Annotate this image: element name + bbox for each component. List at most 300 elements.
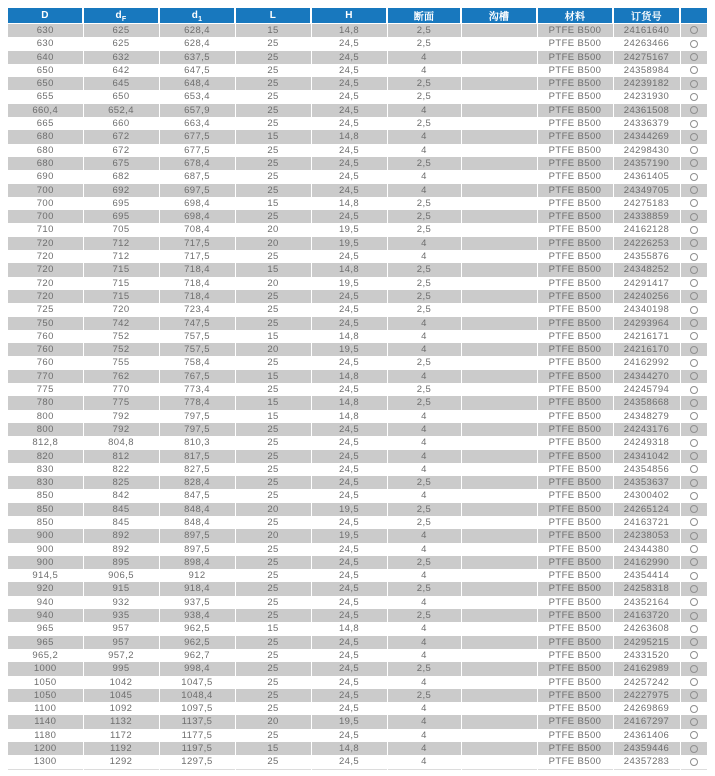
column-header-cross-section: 断面 [387,8,461,24]
cell-cross-section: 2,5 [387,689,461,702]
cell-cross-section: 4 [387,423,461,436]
cell-order-number: 24265124 [613,503,680,516]
availability-circle-icon [690,133,698,141]
table-row [8,569,707,582]
cell-l: 25 [235,729,311,742]
cell-h: 24,5 [311,356,387,369]
cell-cross-section: 2,5 [387,503,461,516]
cell-availability [680,636,707,649]
cell-d1: 848,4 [159,503,235,516]
cell-d1: 628,4 [159,24,235,38]
cell-material: PTFE B500 [537,410,613,423]
cell-material: PTFE B500 [537,356,613,369]
cell-groove [461,702,537,715]
cell-df: 752 [83,343,159,356]
cell-h: 14,8 [311,263,387,276]
cell-d: 920 [8,582,83,595]
cell-availability [680,77,707,90]
cell-l: 20 [235,343,311,356]
cell-d: 965 [8,622,83,635]
cell-cross-section: 4 [387,104,461,117]
cell-material: PTFE B500 [537,516,613,529]
cell-df: 1132 [83,715,159,728]
table-row [8,396,707,409]
cell-l: 25 [235,596,311,609]
cell-order-number: 24357190 [613,157,680,170]
table-row [8,130,707,143]
cell-h: 24,5 [311,51,387,64]
table-row [8,410,707,423]
cell-h: 24,5 [311,210,387,223]
cell-d: 665 [8,117,83,130]
cell-l: 15 [235,742,311,755]
cell-order-number: 24295215 [613,636,680,649]
cell-d: 725 [8,303,83,316]
cell-cross-section: 4 [387,622,461,635]
cell-availability [680,396,707,409]
cell-material: PTFE B500 [537,277,613,290]
cell-order-number: 24298430 [613,144,680,157]
cell-order-number: 24361406 [613,729,680,742]
cell-order-number: 24354856 [613,463,680,476]
cell-h: 24,5 [311,77,387,90]
table-row [8,290,707,303]
cell-order-number: 24300402 [613,489,680,502]
cell-l: 25 [235,356,311,369]
availability-circle-icon [690,106,698,114]
cell-d1: 687,5 [159,170,235,183]
cell-df: 720 [83,303,159,316]
cell-h: 24,5 [311,290,387,303]
cell-order-number: 24349705 [613,184,680,197]
cell-d: 660,4 [8,104,83,117]
cell-d: 900 [8,529,83,542]
cell-l: 15 [235,24,311,38]
cell-material: PTFE B500 [537,596,613,609]
cell-cross-section: 2,5 [387,516,461,529]
cell-d: 650 [8,77,83,90]
cell-material: PTFE B500 [537,503,613,516]
availability-circle-icon [690,346,698,354]
cell-df: 775 [83,396,159,409]
cell-h: 24,5 [311,689,387,702]
availability-circle-icon [690,359,698,367]
cell-d1: 678,4 [159,157,235,170]
cell-cross-section: 4 [387,370,461,383]
cell-d: 720 [8,263,83,276]
cell-h: 14,8 [311,622,387,635]
availability-circle-icon [690,332,698,340]
availability-circle-icon [690,93,698,101]
availability-circle-icon [690,505,698,513]
cell-order-number: 24358984 [613,64,680,77]
cell-l: 25 [235,436,311,449]
cell-df: 672 [83,144,159,157]
cell-cross-section: 4 [387,410,461,423]
cell-cross-section: 4 [387,569,461,582]
cell-groove [461,130,537,143]
cell-l: 20 [235,277,311,290]
cell-groove [461,676,537,689]
cell-d: 720 [8,250,83,263]
cell-df: 1045 [83,689,159,702]
cell-df: 712 [83,250,159,263]
cell-l: 25 [235,117,311,130]
cell-h: 24,5 [311,423,387,436]
table-row [8,356,707,369]
cell-d: 700 [8,197,83,210]
cell-cross-section: 4 [387,237,461,250]
cell-h: 14,8 [311,130,387,143]
table-row [8,197,707,210]
availability-circle-icon [690,439,698,447]
table-row [8,144,707,157]
cell-h: 14,8 [311,24,387,38]
availability-circle-icon [690,266,698,274]
cell-h: 19,5 [311,503,387,516]
availability-circle-icon [690,665,698,673]
cell-availability [680,51,707,64]
cell-h: 19,5 [311,277,387,290]
table-row [8,210,707,223]
cell-df: 675 [83,157,159,170]
cell-df: 692 [83,184,159,197]
cell-d1: 938,4 [159,609,235,622]
cell-l: 15 [235,396,311,409]
table-row [8,436,707,449]
cell-h: 24,5 [311,649,387,662]
cell-order-number: 24357283 [613,755,680,769]
availability-circle-icon [690,745,698,753]
cell-d: 710 [8,223,83,236]
cell-groove [461,356,537,369]
cell-d1: 817,5 [159,450,235,463]
cell-l: 25 [235,104,311,117]
cell-df: 915 [83,582,159,595]
cell-df: 845 [83,516,159,529]
availability-circle-icon [690,705,698,713]
cell-order-number: 24257242 [613,676,680,689]
cell-df: 755 [83,356,159,369]
cell-availability [680,410,707,423]
cell-availability [680,157,707,170]
availability-circle-icon [690,612,698,620]
column-header-h: H [311,8,387,24]
table-row [8,556,707,569]
cell-df: 762 [83,370,159,383]
cell-h: 14,8 [311,410,387,423]
cell-groove [461,104,537,117]
availability-circle-icon [690,465,698,473]
cell-order-number: 24226253 [613,237,680,250]
cell-order-number: 24161640 [613,24,680,38]
cell-cross-section: 4 [387,51,461,64]
cell-df: 695 [83,197,159,210]
cell-cross-section: 4 [387,317,461,330]
cell-df: 892 [83,529,159,542]
cell-h: 24,5 [311,516,387,529]
cell-d: 630 [8,37,83,50]
cell-df: 752 [83,330,159,343]
cell-df: 705 [83,223,159,236]
cell-df: 822 [83,463,159,476]
cell-availability [680,250,707,263]
cell-d: 812,8 [8,436,83,449]
cell-cross-section: 2,5 [387,197,461,210]
cell-h: 24,5 [311,157,387,170]
table-row [8,476,707,489]
cell-l: 15 [235,263,311,276]
cell-h: 24,5 [311,662,387,675]
cell-h: 14,8 [311,370,387,383]
cell-groove [461,569,537,582]
availability-circle-icon [690,120,698,128]
cell-d: 1180 [8,729,83,742]
cell-material: PTFE B500 [537,117,613,130]
cell-h: 24,5 [311,117,387,130]
cell-df: 1192 [83,742,159,755]
cell-d: 965,2 [8,649,83,662]
table-row [8,383,707,396]
availability-circle-icon [690,758,698,766]
cell-order-number: 24167297 [613,715,680,728]
cell-h: 24,5 [311,450,387,463]
cell-d1: 1048,4 [159,689,235,702]
table-row [8,77,707,90]
cell-groove [461,423,537,436]
availability-circle-icon [690,452,698,460]
cell-df: 957,2 [83,649,159,662]
cell-d1: 717,5 [159,250,235,263]
cell-l: 25 [235,689,311,702]
table-row [8,303,707,316]
cell-h: 24,5 [311,676,387,689]
cell-groove [461,330,537,343]
cell-df: 804,8 [83,436,159,449]
cell-availability [680,144,707,157]
cell-order-number: 24344269 [613,130,680,143]
cell-d1: 697,5 [159,184,235,197]
cell-l: 20 [235,715,311,728]
cell-cross-section: 4 [387,343,461,356]
cell-availability [680,197,707,210]
availability-circle-icon [690,159,698,167]
cell-material: PTFE B500 [537,317,613,330]
cell-h: 24,5 [311,383,387,396]
cell-h: 19,5 [311,237,387,250]
cell-order-number: 24227975 [613,689,680,702]
cell-d: 750 [8,317,83,330]
table-row [8,450,707,463]
cell-d1: 708,4 [159,223,235,236]
availability-circle-icon [690,199,698,207]
cell-order-number: 24344380 [613,543,680,556]
cell-groove [461,24,537,38]
cell-cross-section: 4 [387,742,461,755]
cell-l: 25 [235,516,311,529]
table-row [8,223,707,236]
cell-groove [461,529,537,542]
cell-order-number: 24216171 [613,330,680,343]
cell-cross-section: 4 [387,543,461,556]
cell-material: PTFE B500 [537,423,613,436]
cell-d: 690 [8,170,83,183]
cell-d: 900 [8,556,83,569]
cell-l: 25 [235,556,311,569]
cell-df: 995 [83,662,159,675]
cell-material: PTFE B500 [537,489,613,502]
cell-cross-section: 2,5 [387,157,461,170]
cell-order-number: 24348279 [613,410,680,423]
cell-order-number: 24269869 [613,702,680,715]
cell-d: 800 [8,410,83,423]
cell-groove [461,170,537,183]
table-row [8,90,707,103]
cell-l: 25 [235,37,311,50]
cell-d1: 1047,5 [159,676,235,689]
cell-availability [680,503,707,516]
cell-order-number: 24359446 [613,742,680,755]
cell-h: 24,5 [311,104,387,117]
cell-cross-section: 2,5 [387,383,461,396]
cell-cross-section: 2,5 [387,90,461,103]
table-row [8,742,707,755]
cell-cross-section: 2,5 [387,396,461,409]
cell-d: 850 [8,489,83,502]
cell-groove [461,556,537,569]
cell-d: 760 [8,330,83,343]
cell-order-number: 24245794 [613,383,680,396]
availability-circle-icon [690,425,698,433]
cell-d1: 677,5 [159,130,235,143]
cell-availability [680,303,707,316]
cell-h: 24,5 [311,636,387,649]
cell-cross-section: 2,5 [387,556,461,569]
table-row [8,715,707,728]
cell-h: 24,5 [311,476,387,489]
cell-order-number: 24239182 [613,77,680,90]
availability-circle-icon [690,26,698,34]
cell-d: 760 [8,343,83,356]
cell-l: 25 [235,569,311,582]
cell-cross-section: 4 [387,130,461,143]
cell-material: PTFE B500 [537,609,613,622]
cell-l: 25 [235,662,311,675]
cell-d1: 767,5 [159,370,235,383]
cell-order-number: 24163721 [613,516,680,529]
cell-cross-section: 4 [387,436,461,449]
cell-h: 19,5 [311,529,387,542]
cell-availability [680,649,707,662]
availability-circle-icon [690,585,698,593]
dimension-table [8,8,707,770]
cell-df: 792 [83,410,159,423]
cell-h: 24,5 [311,729,387,742]
cell-d1: 698,4 [159,210,235,223]
cell-availability [680,104,707,117]
availability-circle-icon [690,545,698,553]
cell-df: 742 [83,317,159,330]
cell-material: PTFE B500 [537,383,613,396]
table-row [8,24,707,38]
cell-material: PTFE B500 [537,144,613,157]
cell-h: 14,8 [311,330,387,343]
cell-groove [461,157,537,170]
cell-d1: 677,5 [159,144,235,157]
cell-material: PTFE B500 [537,290,613,303]
cell-groove [461,250,537,263]
cell-cross-section: 4 [387,676,461,689]
cell-groove [461,37,537,50]
table-row [8,37,707,50]
cell-order-number: 24341042 [613,450,680,463]
cell-groove [461,370,537,383]
column-header-df: $d_F$ [83,8,159,24]
cell-df: 715 [83,277,159,290]
cell-order-number: 24354414 [613,569,680,582]
cell-h: 24,5 [311,144,387,157]
cell-d: 720 [8,277,83,290]
cell-l: 25 [235,184,311,197]
cell-availability [680,489,707,502]
cell-cross-section: 2,5 [387,263,461,276]
cell-availability [680,529,707,542]
cell-material: PTFE B500 [537,582,613,595]
cell-order-number: 24216170 [613,343,680,356]
cell-availability [680,516,707,529]
cell-order-number: 24338859 [613,210,680,223]
cell-material: PTFE B500 [537,210,613,223]
cell-material: PTFE B500 [537,51,613,64]
cell-order-number: 24336379 [613,117,680,130]
cell-d1: 757,5 [159,330,235,343]
cell-d: 720 [8,290,83,303]
cell-d: 1100 [8,702,83,715]
cell-availability [680,184,707,197]
cell-order-number: 24263608 [613,622,680,635]
cell-d1: 657,9 [159,104,235,117]
cell-d1: 637,5 [159,51,235,64]
header-row [8,8,707,24]
cell-order-number: 24275167 [613,51,680,64]
cell-d: 1050 [8,689,83,702]
cell-d: 720 [8,237,83,250]
cell-d: 680 [8,157,83,170]
cell-d1: 1297,5 [159,755,235,769]
cell-l: 25 [235,144,311,157]
cell-h: 24,5 [311,543,387,556]
cell-cross-section: 4 [387,755,461,769]
availability-circle-icon [690,80,698,88]
table-row [8,370,707,383]
cell-cross-section: 4 [387,144,461,157]
cell-availability [680,210,707,223]
cell-material: PTFE B500 [537,223,613,236]
cell-h: 24,5 [311,596,387,609]
cell-h: 14,8 [311,197,387,210]
cell-df: 1092 [83,702,159,715]
table-row [8,250,707,263]
cell-cross-section: 2,5 [387,582,461,595]
cell-groove [461,343,537,356]
cell-cross-section: 4 [387,64,461,77]
cell-d1: 723,4 [159,303,235,316]
cell-order-number: 24162990 [613,556,680,569]
cell-groove [461,476,537,489]
cell-h: 24,5 [311,436,387,449]
cell-groove [461,596,537,609]
cell-material: PTFE B500 [537,130,613,143]
